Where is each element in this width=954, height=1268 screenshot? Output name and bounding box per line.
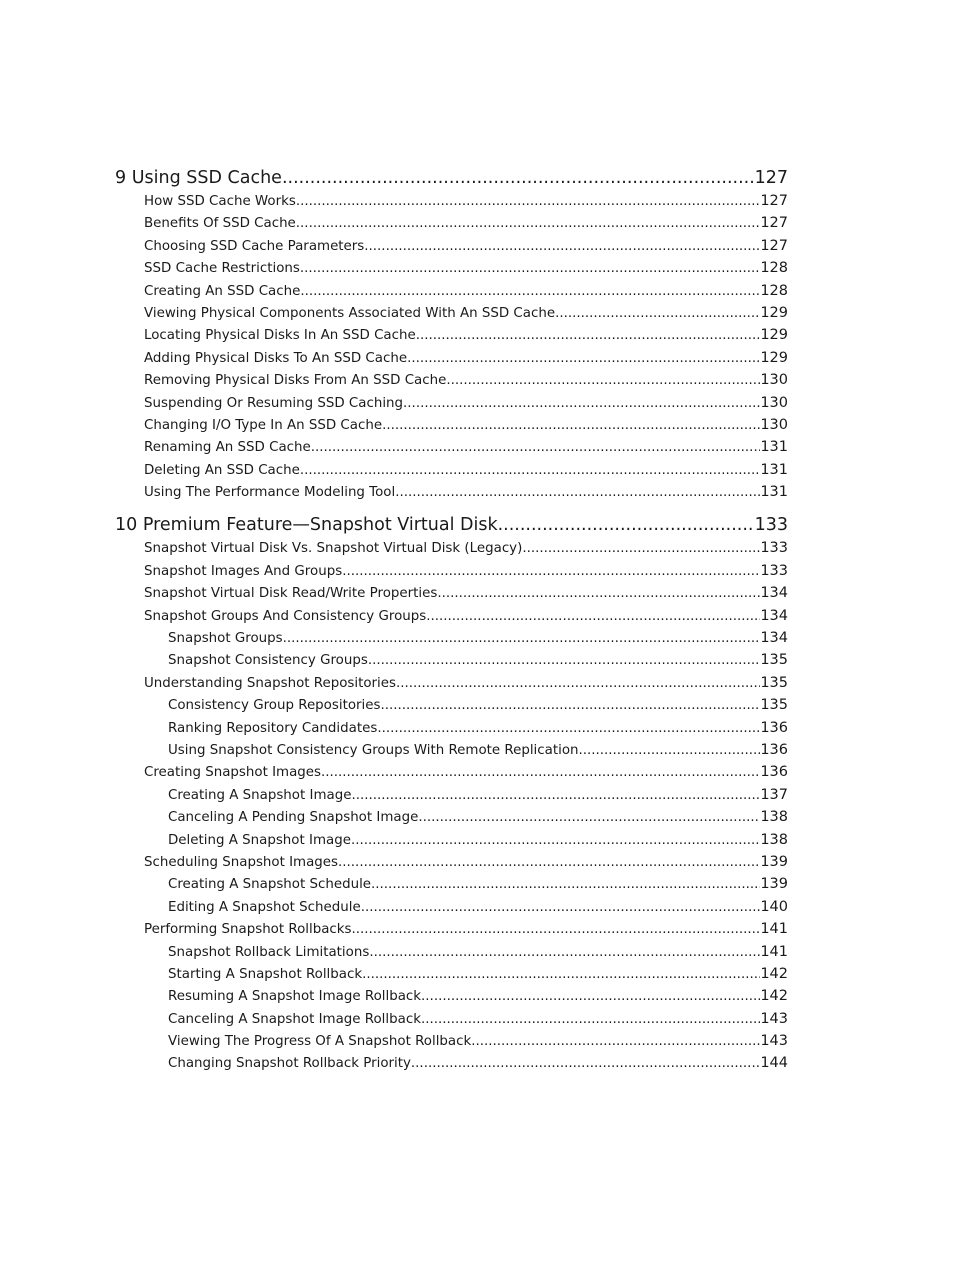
toc-leader-dots (342, 561, 760, 582)
toc-entry-title: Deleting A Snapshot Image (168, 832, 351, 848)
toc-leader-dots (411, 1053, 760, 1074)
toc-chapter-heading[interactable] (115, 166, 788, 190)
toc-chapter-title: 9 Using SSD Cache (115, 168, 282, 188)
toc-leader-dots (382, 415, 760, 436)
toc-leader-dots (283, 628, 761, 649)
toc-entry-page: 141 (760, 921, 788, 938)
toc-entry-page: 130 (760, 372, 788, 389)
toc-leader-dots (311, 437, 761, 458)
toc-chapter-page: 127 (754, 168, 788, 188)
toc-entry-title: Creating A Snapshot Schedule (168, 877, 372, 893)
toc-leader-dots (407, 348, 760, 369)
toc-leader-dots (364, 236, 760, 257)
toc-subsection-entry[interactable] (115, 627, 788, 649)
toc-entry-page: 129 (760, 304, 788, 321)
toc-leader-dots (421, 1009, 760, 1030)
toc-entry-title: Adding Physical Disks To An SSD Cache (144, 350, 408, 366)
toc-entry-title: Understanding Snapshot Repositories (144, 675, 396, 691)
toc-leader-dots (338, 852, 760, 873)
toc-entry-page: 133 (760, 562, 788, 579)
toc-subsection-entry[interactable] (115, 739, 788, 761)
toc-section-entry[interactable] (115, 481, 788, 503)
toc-section-entry[interactable] (115, 851, 788, 873)
toc-entry-title: Snapshot Consistency Groups (168, 653, 368, 669)
toc-section-entry[interactable] (115, 324, 788, 346)
toc-leader-dots (403, 393, 760, 414)
toc-entry-title: Snapshot Rollback Limitations (168, 944, 370, 960)
toc-entry-page: 144 (760, 1055, 788, 1072)
toc-entry-title: Starting A Snapshot Rollback (168, 966, 363, 982)
toc-entry-page: 130 (760, 394, 788, 411)
toc-entry-title: Performing Snapshot Rollbacks (144, 922, 352, 938)
toc-entry-title: Choosing SSD Cache Parameters (144, 238, 365, 254)
toc-leader-dots (555, 303, 760, 324)
toc-subsection-entry[interactable] (115, 829, 788, 851)
toc-entry-page: 127 (760, 193, 788, 209)
toc-section-entry[interactable] (115, 560, 788, 582)
toc-entry-title: Canceling A Snapshot Image Rollback (168, 1011, 421, 1027)
toc-section-entry[interactable] (115, 369, 788, 391)
toc-entry-page: 141 (760, 943, 788, 960)
toc-entry-page: 134 (760, 630, 788, 647)
toc-entry-page: 128 (760, 282, 788, 299)
toc-entry-title: Changing I/O Type In An SSD Cache (144, 417, 383, 433)
toc-leader-dots (321, 762, 760, 783)
toc-leader-dots (296, 213, 761, 234)
toc-entry-page: 131 (760, 439, 788, 456)
toc-section-entry[interactable] (115, 582, 788, 604)
toc-entry-page: 135 (760, 697, 788, 714)
toc-entry-title: Deleting An SSD Cache (144, 462, 300, 478)
toc-entry-title: Locating Physical Disks In An SSD Cache (144, 328, 416, 344)
toc-leader-dots (369, 942, 760, 963)
toc-section-entry[interactable] (115, 347, 788, 369)
toc-section-entry[interactable] (115, 761, 788, 783)
toc-entry-title: Creating An SSD Cache (144, 283, 301, 299)
toc-leader-dots (368, 650, 760, 671)
toc-section-entry[interactable] (115, 436, 788, 458)
toc-entry-page: 136 (760, 764, 788, 781)
toc-entry-page: 137 (760, 786, 788, 803)
toc-section-entry[interactable] (115, 190, 788, 212)
toc-section-entry[interactable] (115, 257, 788, 279)
toc-leader-dots (446, 370, 760, 391)
toc-subsection-entry[interactable] (115, 649, 788, 671)
toc-entry-page: 134 (760, 607, 788, 624)
toc-entry-page: 128 (760, 260, 788, 277)
toc-entry-title: Consistency Group Repositories (168, 698, 381, 714)
toc-subsection-entry[interactable] (115, 806, 788, 828)
toc-leader-dots (437, 583, 760, 604)
toc-entry-title: Editing A Snapshot Schedule (168, 899, 361, 915)
toc-subsection-entry[interactable] (115, 717, 788, 739)
toc-entry-page: 140 (760, 898, 788, 915)
toc-leader-dots (426, 606, 760, 627)
toc-entry-page: 131 (760, 484, 788, 501)
toc-entry-page: 130 (760, 416, 788, 433)
table-of-contents (115, 166, 788, 1075)
toc-section-entry[interactable] (115, 280, 788, 302)
toc-entry-title: Benefits Of SSD Cache (144, 216, 296, 232)
toc-leader-dots (351, 785, 760, 806)
toc-entry-title: Resuming A Snapshot Image Rollback (168, 989, 422, 1005)
toc-entry-page: 134 (760, 585, 788, 602)
toc-section-entry[interactable] (115, 302, 788, 324)
toc-entry-page: 142 (760, 988, 788, 1005)
toc-entry-page: 138 (760, 809, 788, 826)
toc-chapter-section (115, 513, 788, 1074)
toc-subsection-entry[interactable] (115, 784, 788, 806)
toc-entry-title: Removing Physical Disks From An SSD Cache (144, 373, 447, 389)
toc-entry-title: Viewing Physical Components Associated With An SSD Cache (144, 305, 556, 321)
toc-entry-title: Snapshot Virtual Disk Vs. Snapshot Virtual Disk (Legacy) (144, 541, 523, 557)
toc-section-entry[interactable] (115, 605, 788, 627)
toc-leader-dots (522, 538, 760, 559)
toc-chapter-page: 133 (754, 515, 788, 536)
toc-entry-title: Ranking Repository Candidates (168, 720, 378, 736)
toc-leader-dots (380, 695, 760, 716)
toc-leader-dots (371, 874, 760, 895)
toc-subsection-entry[interactable] (115, 873, 788, 895)
toc-section-entry[interactable] (115, 537, 788, 559)
toc-entry-page: 136 (760, 741, 788, 758)
toc-entry-title: Renaming An SSD Cache (144, 440, 311, 456)
toc-entry-page: 135 (760, 674, 788, 691)
toc-entry-page: 138 (760, 831, 788, 848)
toc-subsection-entry[interactable] (115, 1052, 788, 1074)
toc-leader-dots (352, 919, 761, 940)
toc-entry-title: Snapshot Virtual Disk Read/Write Properties (144, 586, 438, 602)
toc-entry-title: Snapshot Groups (168, 631, 283, 647)
toc-leader-dots (498, 513, 755, 537)
toc-entry-title: Canceling A Pending Snapshot Image (168, 810, 419, 826)
toc-subsection-entry[interactable] (115, 1030, 788, 1052)
toc-chapter-title: 10 Premium Feature—Snapshot Virtual Disk (115, 515, 498, 536)
toc-entry-title: Viewing The Progress Of A Snapshot Rollback (168, 1034, 472, 1050)
toc-entry-title: SSD Cache Restrictions (144, 261, 300, 277)
toc-leader-dots (300, 460, 760, 481)
toc-section-entry[interactable] (115, 235, 788, 257)
toc-leader-dots (418, 807, 760, 828)
toc-leader-dots (351, 830, 760, 851)
toc-entry-page: 143 (760, 1010, 788, 1027)
toc-section-entry[interactable] (115, 414, 788, 436)
toc-entry-title: Creating A Snapshot Image (168, 787, 352, 803)
toc-entry-title: How SSD Cache Works (144, 194, 296, 209)
toc-entry-title: Snapshot Images And Groups (144, 563, 343, 579)
toc-entry-page: 143 (760, 1033, 788, 1050)
toc-entry-page: 129 (760, 349, 788, 366)
toc-entry-title: Suspending Or Resuming SSD Caching (144, 395, 404, 411)
toc-leader-dots (416, 325, 761, 346)
toc-entry-title: Scheduling Snapshot Images (144, 854, 339, 870)
toc-leader-dots (421, 986, 760, 1007)
toc-entry-page: 129 (760, 327, 788, 344)
toc-leader-dots (377, 718, 760, 739)
toc-entry-title: Using Snapshot Consistency Groups With Remote Replication (168, 742, 579, 758)
toc-subsection-entry[interactable] (115, 941, 788, 963)
toc-section-entry[interactable] (115, 459, 788, 481)
toc-entry-page: 139 (760, 876, 788, 893)
toc-leader-dots (579, 740, 761, 761)
toc-entry-title: Creating Snapshot Images (144, 765, 321, 781)
toc-subsection-entry[interactable] (115, 985, 788, 1007)
toc-entry-page: 136 (760, 719, 788, 736)
toc-section-entry[interactable] (115, 392, 788, 414)
toc-entry-title: Snapshot Groups And Consistency Groups (144, 608, 427, 624)
toc-leader-dots (300, 281, 760, 302)
toc-entry-page: 135 (760, 652, 788, 669)
toc-subsection-entry[interactable] (115, 694, 788, 716)
toc-leader-dots (396, 673, 760, 694)
toc-subsection-entry[interactable] (115, 1008, 788, 1030)
toc-section-entry[interactable] (115, 672, 788, 694)
toc-entry-page: 127 (760, 237, 788, 254)
toc-entry-page: 127 (760, 215, 788, 232)
toc-leader-dots (362, 964, 760, 985)
toc-subsection-entry[interactable] (115, 963, 788, 985)
toc-leader-dots (361, 897, 761, 918)
toc-leader-dots (282, 166, 755, 190)
toc-entry-page: 133 (760, 540, 788, 557)
toc-entry-page: 139 (760, 853, 788, 870)
toc-section-entry[interactable] (115, 212, 788, 234)
toc-subsection-entry[interactable] (115, 896, 788, 918)
toc-leader-dots (296, 191, 760, 212)
toc-leader-dots (300, 258, 760, 279)
toc-leader-dots (471, 1031, 760, 1052)
toc-entry-title: Changing Snapshot Rollback Priority (168, 1056, 411, 1072)
toc-entry-page: 131 (760, 461, 788, 478)
toc-section-entry[interactable] (115, 918, 788, 940)
toc-leader-dots (395, 482, 760, 503)
toc-chapter-section (115, 166, 788, 503)
toc-entry-page: 142 (760, 965, 788, 982)
toc-chapter-heading[interactable] (115, 513, 788, 537)
toc-entry-title: Using The Performance Modeling Tool (144, 485, 396, 501)
